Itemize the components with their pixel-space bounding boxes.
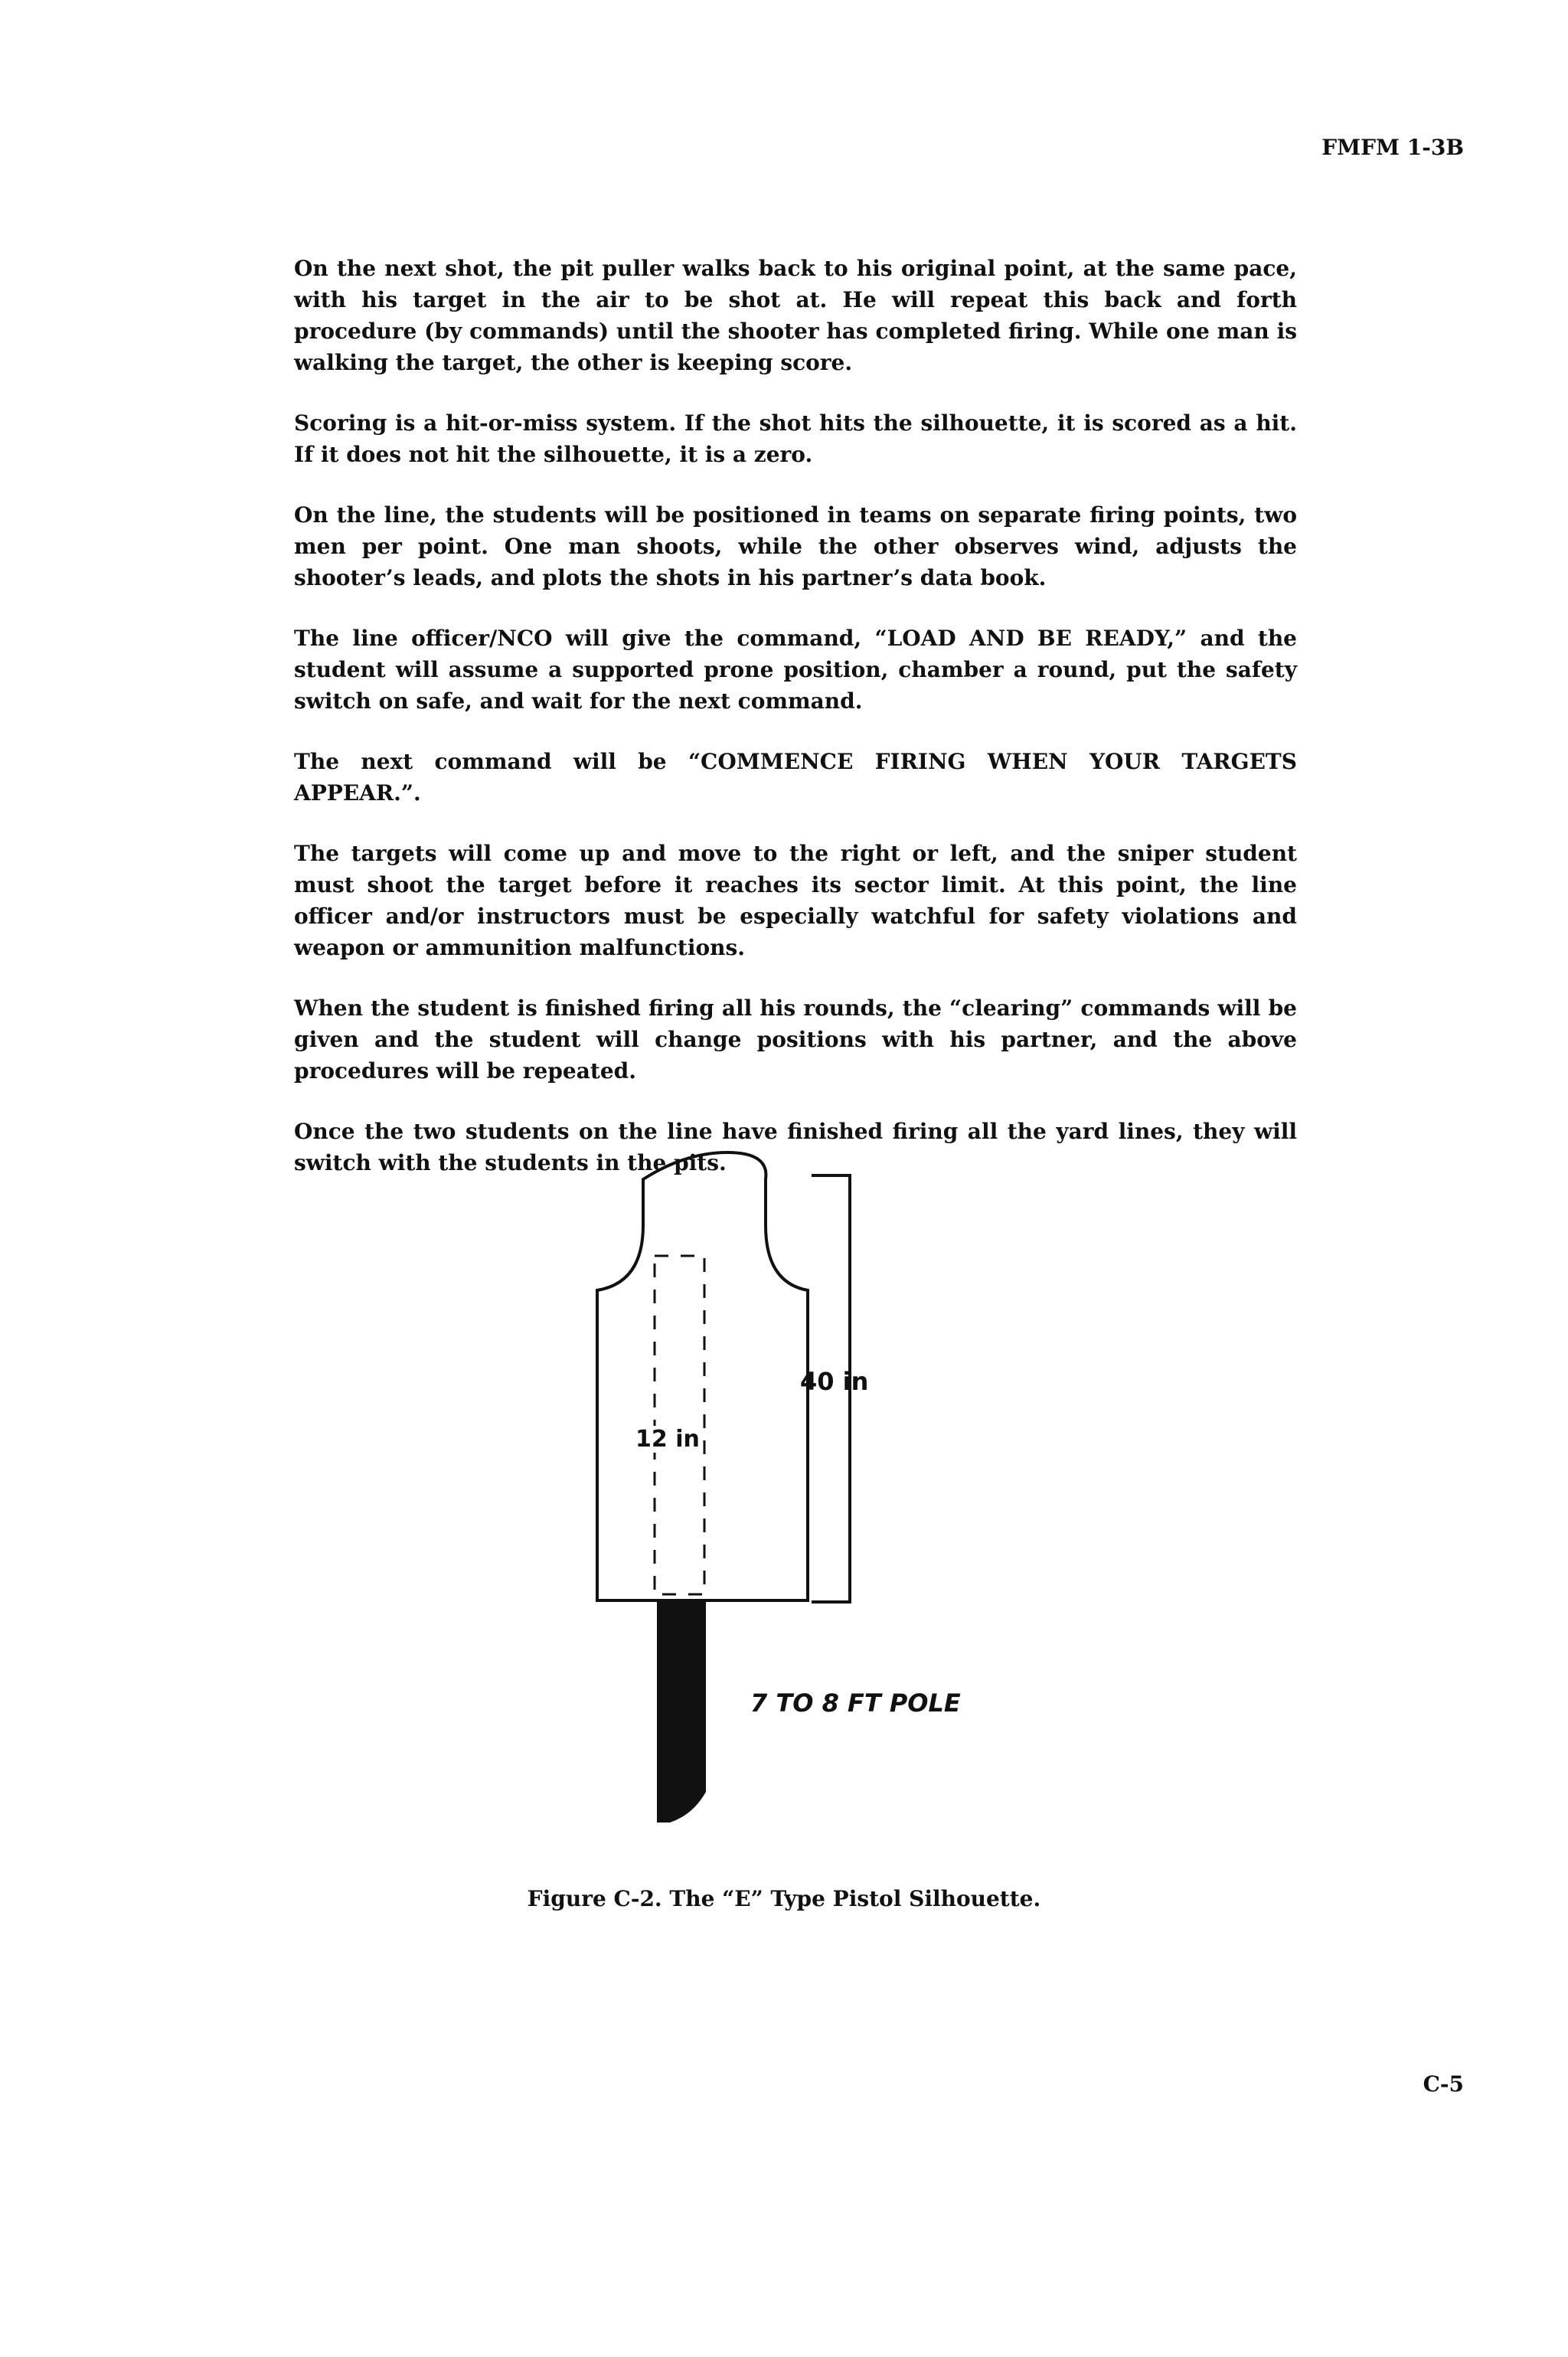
paragraph: Once the two students on the line have finished firing all the yard lines, they will switch with the students in the pits. bbox=[294, 1119, 1297, 1175]
center-zone-dashed bbox=[655, 1256, 704, 1594]
paragraph: The targets will come up and move to the right or left, and the sniper student must shoot the target before it reaches its sector limit. At this point, the line officer and/or instructors must be especially watchful for safety violations and weapon or ammunition malfunctions. bbox=[294, 841, 1297, 960]
page-number: C-5 bbox=[1423, 2071, 1464, 2097]
pole-label: 7 TO 8 FT POLE bbox=[750, 1688, 961, 1718]
silhouette-outline bbox=[597, 1152, 808, 1600]
silhouette-diagram bbox=[536, 1149, 1072, 1868]
figure-caption: Figure C-2. The “E” Type Pistol Silhouette. bbox=[527, 1886, 1041, 1911]
height-label: 40 in bbox=[800, 1367, 869, 1396]
paragraph: On the next shot, the pit puller walks back to his original point, at the same pace, with his target in the air to be shot at. He will repeat this back and forth procedure (by commands) until the shooter has completed firing. While one man is walking the target, the other is keeping score. bbox=[294, 256, 1297, 375]
paragraph: The line officer/NCO will give the command, “LOAD AND BE READY,” and the student will assume a supported prone position, chamber a round, put the safety switch on safe, and wait for the next command. bbox=[294, 626, 1297, 714]
paragraph: Scoring is a hit-or-miss system. If the shot hits the silhouette, it is scored as a hit. If it does not hit the silhouette, it is a zero. bbox=[294, 410, 1297, 467]
pole bbox=[657, 1602, 706, 1823]
document-id: FMFM 1-3B bbox=[1321, 135, 1464, 160]
paragraph: When the student is finished firing all his rounds, the “clearing” commands will be given and the student will change positions with his partner, and the above procedures will be repeated. bbox=[294, 995, 1297, 1084]
width-label: 12 in bbox=[635, 1426, 700, 1453]
silhouette-figure bbox=[536, 1149, 1072, 1868]
paragraph: The next command will be “COMMENCE FIRING WHEN YOUR TARGETS APPEAR.”. bbox=[294, 749, 1297, 806]
paragraph: On the line, the students will be positioned in teams on separate firing points, two men per point. One man shoots, while the other observes wind, adjusts the shooter’s leads, and plots the shots in his partner’s data book. bbox=[294, 502, 1297, 590]
body-text bbox=[294, 253, 1297, 1208]
